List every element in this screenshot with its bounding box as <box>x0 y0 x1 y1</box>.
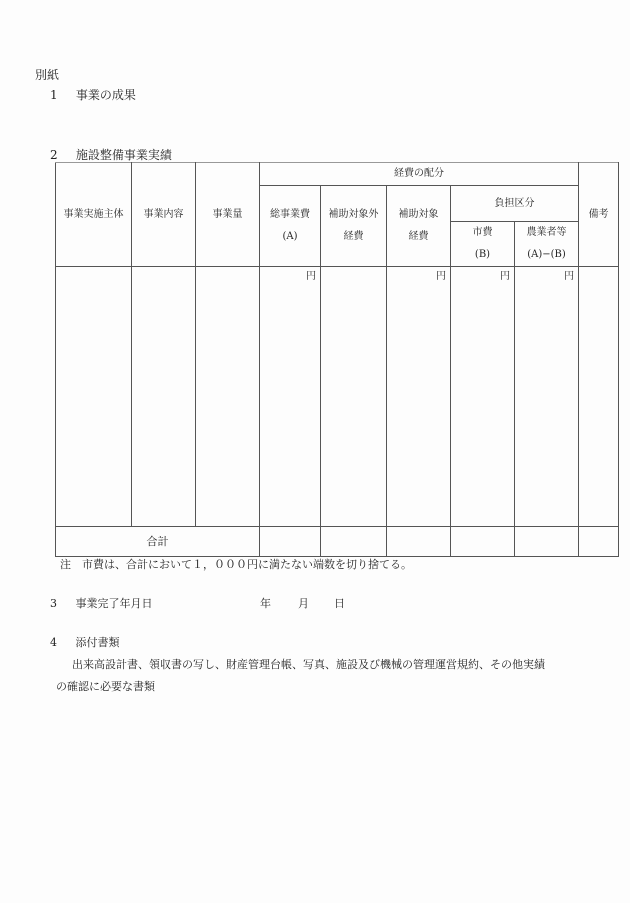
attachments-text-line1: 出来高設計書、領収書の写し、財産管理台帳、写真、施設及び機械の管理運営規約、その他実績 <box>72 658 545 671</box>
cell-quantity <box>196 267 260 527</box>
section-2-number: 2 <box>50 148 58 162</box>
header-subsidy-line1: 補助対象 <box>398 209 439 220</box>
header-non-subsidy-line2: 経費 <box>343 231 364 242</box>
header-city-code: (B) <box>474 249 491 260</box>
cell-entity <box>56 267 132 527</box>
cell-content <box>132 267 196 527</box>
cell-farmer: 円 <box>515 267 579 527</box>
section-4-title: 添付書類 <box>75 636 120 649</box>
section-1-number: 1 <box>50 88 58 102</box>
total-non-subsidy <box>321 527 387 557</box>
header-burden: 負担区分 <box>451 186 579 222</box>
section-3-title: 事業完了年月日 <box>75 597 153 610</box>
cell-city: 円 <box>451 267 515 527</box>
cell-non-subsidy <box>321 267 387 527</box>
total-row <box>56 527 619 557</box>
table-note: 注 市費は、合計において１，０００円に満たない端数を切り捨てる。 <box>60 558 412 571</box>
section-3-heading <box>50 595 153 611</box>
cell-subsidy: 円 <box>387 267 451 527</box>
total-remarks <box>579 527 619 557</box>
header-city <box>451 222 515 267</box>
header-entity: 事業実施主体 <box>56 163 132 267</box>
cell-total-cost: 円 <box>260 267 321 527</box>
section-2-heading <box>50 146 172 163</box>
section-3-number: 3 <box>50 597 57 610</box>
section-2-title: 施設整備事業実績 <box>75 148 172 162</box>
header-subsidy <box>387 186 451 267</box>
table-row <box>56 267 619 527</box>
header-total-cost-label: 総事業費 <box>270 209 310 220</box>
completion-year-label: 年 <box>260 597 271 610</box>
header-non-subsidy-line1: 補助対象外 <box>328 209 379 220</box>
total-city <box>451 527 515 557</box>
attachments-text-line2: の確認に必要な書類 <box>56 680 155 693</box>
facility-results-table <box>55 162 619 557</box>
cell-remarks <box>579 267 619 527</box>
header-quantity: 事業量 <box>196 163 260 267</box>
section-4-heading <box>50 634 120 650</box>
attachment-label: 別紙 <box>35 68 60 82</box>
header-farmer-code: (A)−(B) <box>527 249 566 260</box>
header-city-label: 市費 <box>472 227 493 238</box>
completion-month-label: 月 <box>298 597 309 610</box>
total-farmer <box>515 527 579 557</box>
total-total-cost <box>260 527 321 557</box>
header-non-subsidy <box>321 186 387 267</box>
header-subsidy-line2: 経費 <box>408 231 429 242</box>
header-total-cost-code: (A) <box>282 231 298 242</box>
section-1-title: 事業の成果 <box>75 88 136 102</box>
header-farmer-label: 農業者等 <box>526 227 567 238</box>
header-total-cost <box>260 186 321 267</box>
total-subsidy <box>387 527 451 557</box>
header-remarks: 備考 <box>579 163 619 267</box>
total-label: 合計 <box>56 527 260 557</box>
section-4-number: 4 <box>50 636 57 649</box>
header-cost-allocation: 経費の配分 <box>260 163 579 186</box>
header-farmer <box>515 222 579 267</box>
section-1-heading <box>50 86 136 103</box>
completion-day-label: 日 <box>334 597 345 610</box>
header-content: 事業内容 <box>132 163 196 267</box>
